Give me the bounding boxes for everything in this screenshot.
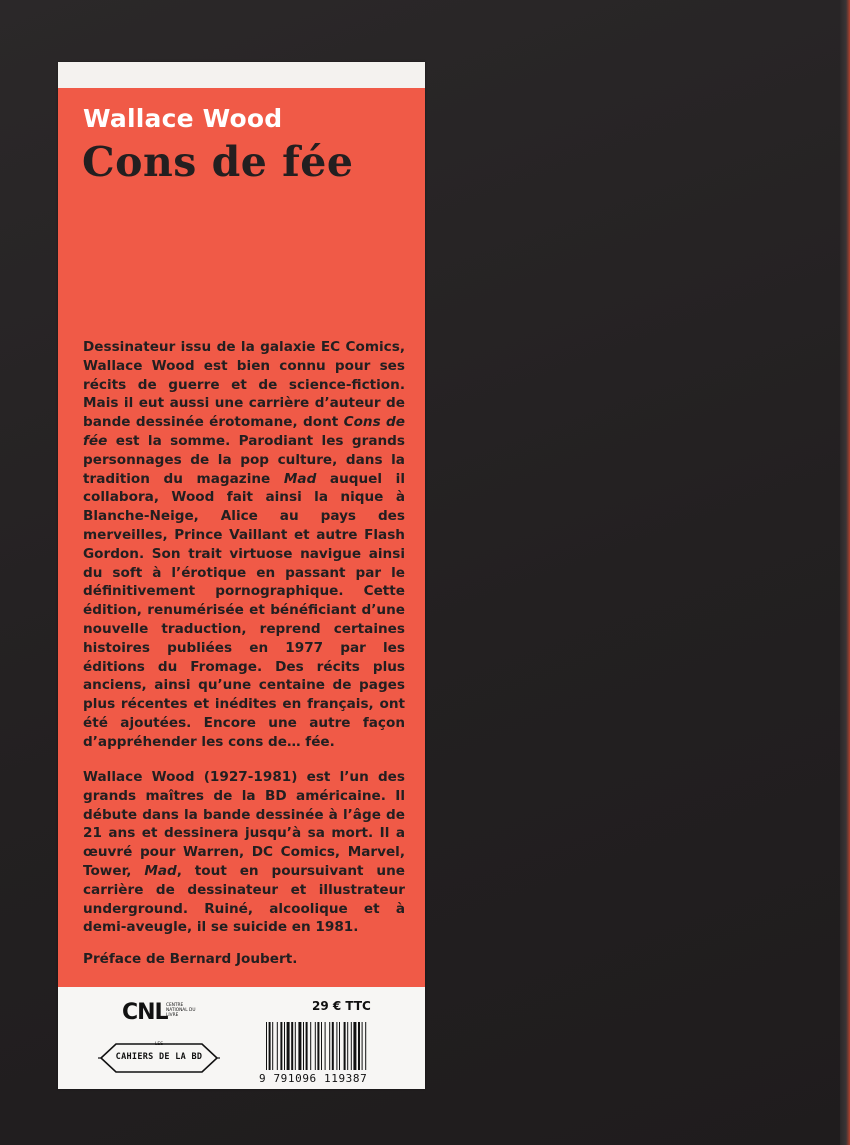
cnl-logo — [122, 1000, 196, 1030]
barcode-bar — [295, 1022, 296, 1070]
barcode-bar — [362, 1022, 363, 1070]
cover-footer — [58, 987, 425, 1089]
barcode-bar — [266, 1022, 267, 1070]
cover-edge — [840, 0, 850, 1145]
description-part-1: Dessinateur issu de la galaxie EC Comics, Wallace Wood est bien connu pour ses récits de guerre et de science-fiction. Mais il eut aussi une carrière d’auteur de bande dessinée érotomane, dont — [83, 339, 405, 431]
cnl-logo-letters: CNL — [122, 1000, 168, 1025]
barcode-bar — [365, 1022, 366, 1070]
barcode-bar — [351, 1022, 352, 1070]
biography-mad-italic: Mad — [144, 862, 177, 879]
band-top-strip — [58, 62, 425, 88]
barcode-bar — [315, 1022, 316, 1070]
barcode-bar — [287, 1022, 290, 1070]
barcode-bar — [280, 1022, 282, 1070]
barcode-bar — [272, 1022, 273, 1070]
barcode-icon — [265, 1022, 396, 1070]
price-label: 29 € TTC — [312, 999, 371, 1013]
author-biography — [83, 768, 405, 937]
barcode-bar — [325, 1022, 326, 1070]
barcode-bar — [306, 1022, 308, 1070]
barcode-bar — [336, 1022, 337, 1070]
barcode-bar — [303, 1022, 304, 1070]
book-description — [83, 338, 405, 752]
barcode-bar — [298, 1022, 301, 1070]
barcode-bar — [344, 1022, 346, 1070]
barcode-bar — [353, 1022, 356, 1070]
barcode-bar — [291, 1022, 293, 1070]
barcode-bar — [329, 1022, 330, 1070]
biography-part-2: , tout en poursuivant une carrière de dessinateur et illustrateur underground. Ruiné, alcoolique et à demi-aveugle, il se suicide en 1981. — [83, 862, 405, 936]
author-name: Wallace Wood — [83, 104, 283, 133]
publisher-logo — [96, 1039, 222, 1077]
preface-credit: Préface de Bernard Joubert. — [83, 951, 298, 967]
barcode-bar — [321, 1022, 322, 1070]
publisher-logo-name: CAHIERS DE LA BD — [115, 1052, 203, 1062]
barcode-bar — [347, 1022, 348, 1070]
biography-part-1: Wallace Wood (1927-1981) est l’un des grands maîtres de la BD américaine. Il débute dans la bande dessinée à l’âge de 21 ans et dessinera jusqu’à sa mort. Il a œuvré pour Warren, DC Comics, Marvel, Tower, — [83, 769, 405, 879]
isbn-number: 9 791096 119387 — [259, 1072, 368, 1085]
barcode-bar — [317, 1022, 319, 1070]
barcode-bar — [310, 1022, 311, 1070]
barcode-bar — [358, 1022, 360, 1070]
description-mad-italic: Mad — [283, 470, 317, 487]
description-part-2: est la somme. Parodiant les grands personnages de la pop culture, dans la tradition du magazine — [83, 432, 405, 487]
barcode-bar — [284, 1022, 285, 1070]
barcode-bar — [339, 1022, 340, 1070]
publisher-logo-small: LES — [154, 1042, 164, 1047]
cnl-logo-caption: CENTRE NATIONAL DU LIVRE — [166, 1003, 196, 1018]
book-title: Cons de fée — [82, 138, 354, 186]
description-part-3: auquel il collabora, Wood fait ainsi la nique à Blanche-Neige, Alice au pays des merveilles, Prince Vaillant et autre Flash Gordon. Son trait virtuose navigue ainsi du soft à l’érotique en passant par le définitivement pornographique. Cette édition, renumérisée et bénéficiant d’une nouvelle traduction, reprend certaines histoires publiées en 1977 par les éditions du Fromage. Des récits plus anciens, ainsi qu’une centaine de pages plus récentes et inédites en français, ont été ajoutées. Encore une autre façon d’appréhender les cons de… fée. — [83, 470, 405, 750]
barcode-bar — [269, 1022, 271, 1070]
description-title-italic: Cons de fée — [83, 414, 405, 449]
red-text-band — [58, 62, 425, 1089]
barcode-bar — [332, 1022, 334, 1070]
barcode-bar — [277, 1022, 278, 1070]
